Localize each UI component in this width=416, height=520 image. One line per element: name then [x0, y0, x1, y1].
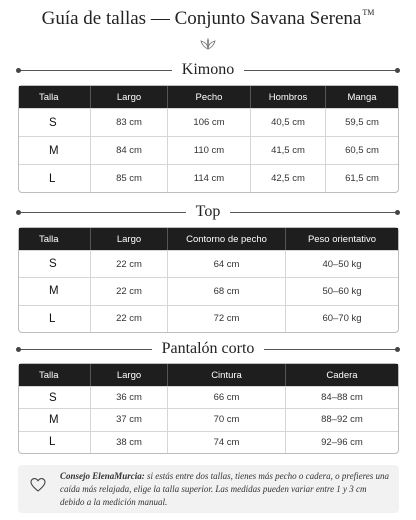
- table-header-row: [19, 86, 398, 108]
- table-cell: 61,5 cm: [326, 164, 398, 192]
- section-title: Pantalón corto: [161, 340, 255, 357]
- section-header-kimono: [18, 60, 398, 80]
- table-cell: 92–96 cm: [286, 431, 398, 453]
- table-cell: 50–60 kg: [286, 277, 398, 304]
- divider-line: [18, 212, 186, 213]
- section-title: Kimono: [181, 61, 235, 78]
- table-row: [19, 164, 398, 192]
- column-header: Largo: [91, 86, 168, 108]
- size-cell: L: [19, 431, 91, 453]
- size-table-shorts: [18, 363, 399, 454]
- tip-body: si estás entre dos tallas, tienes más pecho o cadera, o prefieres una caída más relajada, elige la talla superior. Las medidas pueden variar entre 1 y 3 cm debido a la medición manual.: [60, 471, 389, 507]
- column-header: Talla: [19, 86, 91, 108]
- table-row: [19, 136, 398, 164]
- table-cell: 41,5 cm: [251, 136, 326, 164]
- section-title: Top: [195, 203, 221, 220]
- column-header: Largo: [91, 364, 168, 386]
- leaf-ornament-icon: [199, 38, 217, 50]
- table-cell: 84 cm: [91, 136, 168, 164]
- column-header: Peso orientativo: [286, 228, 398, 250]
- table-cell: 106 cm: [168, 108, 251, 136]
- heart-icon: [30, 477, 46, 493]
- table-cell: 68 cm: [168, 277, 286, 304]
- tip-box: [18, 465, 399, 513]
- tip-lead: Consejo ElenaMurcia:: [60, 471, 145, 481]
- table-row: [19, 108, 398, 136]
- table-cell: 22 cm: [91, 277, 168, 304]
- divider-line: [230, 212, 398, 213]
- table-cell: 60,5 cm: [326, 136, 398, 164]
- table-cell: 88–92 cm: [286, 408, 398, 430]
- section-header-top: [18, 202, 398, 222]
- table-cell: 64 cm: [168, 250, 286, 277]
- table-row: [19, 408, 398, 430]
- divider-line: [18, 349, 152, 350]
- table-cell: 42,5 cm: [251, 164, 326, 192]
- table-row: [19, 305, 398, 332]
- column-header: Cadera: [286, 364, 398, 386]
- divider-line: [264, 349, 398, 350]
- column-header: Cintura: [168, 364, 286, 386]
- size-cell: L: [19, 305, 91, 332]
- table-row: [19, 250, 398, 277]
- table-cell: 60–70 kg: [286, 305, 398, 332]
- column-header: Talla: [19, 364, 91, 386]
- column-header: Pecho: [168, 86, 251, 108]
- table-header-row: [19, 364, 398, 386]
- table-cell: 70 cm: [168, 408, 286, 430]
- table-cell: 40–50 kg: [286, 250, 398, 277]
- table-cell: 74 cm: [168, 431, 286, 453]
- column-header: Contorno de pecho: [168, 228, 286, 250]
- column-header: Hombros: [251, 86, 326, 108]
- size-table-top: [18, 227, 399, 333]
- table-cell: 114 cm: [168, 164, 251, 192]
- size-cell: M: [19, 408, 91, 430]
- table-cell: 72 cm: [168, 305, 286, 332]
- table-row: [19, 386, 398, 408]
- table-row: [19, 277, 398, 304]
- size-cell: S: [19, 108, 91, 136]
- table-cell: 36 cm: [91, 386, 168, 408]
- size-cell: M: [19, 136, 91, 164]
- size-cell: L: [19, 164, 91, 192]
- size-cell: S: [19, 250, 91, 277]
- table-cell: 110 cm: [168, 136, 251, 164]
- table-cell: 59,5 cm: [326, 108, 398, 136]
- table-cell: 37 cm: [91, 408, 168, 430]
- size-cell: S: [19, 386, 91, 408]
- divider-line: [244, 70, 398, 71]
- table-cell: 22 cm: [91, 305, 168, 332]
- size-table-kimono: [18, 85, 399, 193]
- table-cell: 66 cm: [168, 386, 286, 408]
- table-cell: 40,5 cm: [251, 108, 326, 136]
- page-title-text: Guía de tallas — Conjunto Savana Serena: [41, 8, 362, 29]
- column-header: Manga: [326, 86, 398, 108]
- trademark-mark: TM: [362, 8, 375, 17]
- table-cell: 85 cm: [91, 164, 168, 192]
- table-row: [19, 431, 398, 453]
- section-header-shorts: [18, 339, 398, 359]
- table-cell: 84–88 cm: [286, 386, 398, 408]
- table-header-row: [19, 228, 398, 250]
- page-title: [0, 8, 416, 30]
- table-cell: 83 cm: [91, 108, 168, 136]
- divider-line: [18, 70, 172, 71]
- table-cell: 22 cm: [91, 250, 168, 277]
- column-header: Talla: [19, 228, 91, 250]
- table-cell: 38 cm: [91, 431, 168, 453]
- column-header: Largo: [91, 228, 168, 250]
- size-cell: M: [19, 277, 91, 304]
- tip-text: [60, 470, 390, 509]
